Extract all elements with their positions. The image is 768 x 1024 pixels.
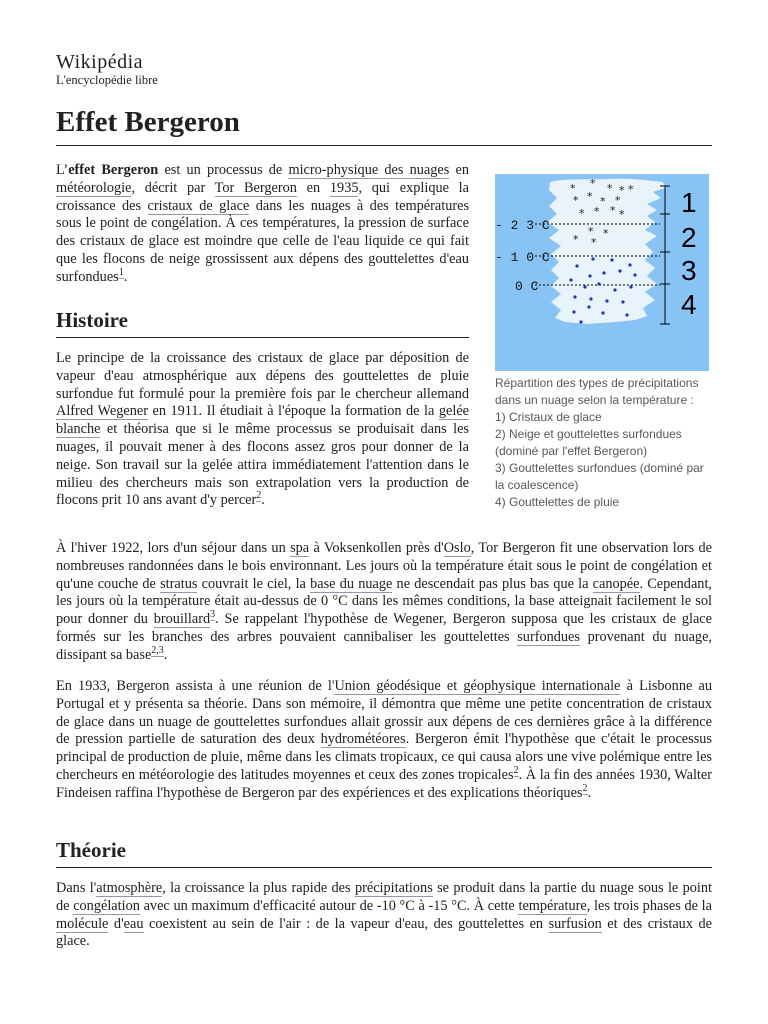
ice-crystal-mark: *: [594, 205, 600, 218]
zone-label-4: 4: [681, 289, 697, 320]
reference-link[interactable]: 1: [118, 266, 124, 278]
ice-crystal-mark: *: [588, 225, 594, 238]
page-title: Effet Bergeron: [56, 104, 712, 146]
wikipedia-logo[interactable]: [56, 51, 158, 88]
wiki-link[interactable]: canopée: [592, 575, 640, 592]
text-run: . Se rappelant l'hypothèse de Wegener, Bergeron supposa que les cristaux de glace formés sur les branches des arbres pouvaient cannibaliser les gouttelettes: [56, 611, 712, 645]
ice-crystal-mark: *: [590, 177, 596, 190]
text-run: en 1911. Il étudiait à l'époque la formation de la: [148, 403, 439, 420]
reference-link[interactable]: 2: [582, 782, 588, 794]
wiki-link[interactable]: congélation: [73, 897, 140, 914]
text-run: d': [108, 915, 124, 932]
ice-crystal-mark: *: [603, 227, 609, 240]
reference-link[interactable]: 2,3: [151, 644, 164, 656]
temp-label-minus-10: - 1 0 C: [495, 250, 550, 265]
ice-crystal-mark: *: [619, 208, 625, 221]
figure-caption: [495, 375, 710, 511]
wiki-link[interactable]: micro-physique des nuages: [288, 162, 450, 178]
wikipedia-wordmark: Wikipédia: [56, 51, 143, 73]
histoire-paragraph-2: [56, 540, 712, 665]
wiki-link[interactable]: Tor Bergeron: [214, 179, 297, 196]
text-run: à Lisbonne au Portugal et y présenta sa théorie. Dans son mémoire, il démontra que même une petite concentration de cristaux de glace dans un nuage de gouttelettes surfondues allait grossir aux dépens de ces dernières grâce à la différence de pression partielle de saturation des deux: [56, 678, 712, 748]
droplet-mark: [597, 282, 600, 285]
text-run: est un processus de: [158, 162, 289, 178]
droplet-mark: [588, 274, 591, 277]
wiki-link[interactable]: cristaux de glace: [147, 197, 250, 214]
wiki-link[interactable]: stratus: [160, 575, 198, 592]
text-run: En 1933, Bergeron assista à une réunion de l': [56, 678, 335, 694]
wiki-link[interactable]: Alfred Wegener: [56, 403, 148, 420]
text-run: .: [587, 784, 592, 801]
text-run: L’: [56, 162, 69, 178]
droplet-mark: [579, 320, 582, 323]
zone-label-3: 3: [681, 255, 697, 286]
cloud-precipitation-diagram[interactable]: [495, 174, 709, 371]
text-run: , Tor Bergeron fit une observation lors de nombreuses randonnées dans le bois environnant. Les jours où la température était sous le point de congélation et qu'une couche de: [56, 540, 713, 592]
wiki-link[interactable]: précipitations: [354, 880, 433, 896]
reference-link[interactable]: 2: [513, 764, 519, 776]
caption-line: 4) Gouttelettes de pluie: [495, 495, 620, 509]
ice-crystal-mark: *: [579, 207, 585, 220]
wiki-link[interactable]: météorologie: [56, 179, 132, 196]
text-run: Le principe de la croissance des cristaux de glace par déposition de vapeur d'eau atmosphérique aux dépens des gouttelettes de pluie surfondue fut formulé pour la première fois par le chercheur allemand: [56, 350, 469, 402]
text-run: .: [123, 268, 128, 285]
zone-label-2: 2: [681, 222, 697, 253]
droplet-mark: [613, 288, 616, 291]
ice-crystal-mark: *: [607, 182, 613, 195]
text-run: dans les nuages à des températures sous le point de congélation. À ces températures, la pression de surface des cristaux de glace est moindre que celle de l'eau liquide ce qui fait que les flocons de neige grossissent aux dépens des gouttelettes d'eau surfondues: [56, 197, 470, 285]
text-run: , la croissance la plus rapide des: [162, 880, 355, 896]
precipitation-figure: [495, 174, 710, 511]
wiki-link[interactable]: surfusion: [548, 915, 602, 932]
text-run: couvrait le ciel, la: [197, 575, 311, 592]
text-run: en: [449, 162, 469, 178]
wiki-link[interactable]: température: [518, 897, 587, 914]
wiki-link[interactable]: Oslo: [443, 540, 471, 556]
wiki-link[interactable]: 1935: [329, 179, 359, 196]
droplet-mark: [629, 285, 632, 288]
ice-crystal-mark: *: [570, 182, 576, 195]
text-run: et des cristaux de glace.: [56, 915, 712, 950]
temp-label-minus-23: - 2 3 C: [495, 218, 550, 233]
wiki-link[interactable]: eau: [123, 915, 144, 932]
text-run: , décrit par: [131, 179, 215, 196]
ice-crystal-mark: *: [610, 204, 616, 217]
wiki-link[interactable]: brouillard: [153, 611, 211, 628]
wiki-link[interactable]: spa: [290, 540, 310, 556]
droplet-mark: [569, 278, 572, 281]
droplet-mark: [602, 271, 605, 274]
text-run: . Cependant, les jours où la température était au-dessus de 0 °C dans les mêmes conditions, la base atteignait facilement le sol pour donner du: [56, 575, 712, 628]
caption-line: 3) Gouttelettes surfondues (dominé par la coalescence): [495, 461, 704, 492]
droplet-mark: [621, 300, 624, 303]
droplet-mark: [605, 299, 608, 302]
text-run: et théorisa que si le même processus se produisait dans les nuages, il pouvait mener à des flocons assez gros pour donner de la neige. Son travail sur la gelée attira immédiatement l'attention dans le milieu des chercheurs mais son extrapolation vers la production de flocons prit 10 ans avant d'y percer: [56, 421, 469, 509]
ice-crystal-mark: *: [628, 183, 634, 196]
text-run: . Bergeron émit l'hypothèse que c'était le processus principal de production de pluie, même dans les climats tropicaux, ce qui causa alors une vive polémique entre les chercheurs en météorologie des latitudes moyennes et ceux des zones tropicales: [56, 731, 712, 783]
wiki-link[interactable]: surfondues: [517, 628, 580, 645]
droplet-mark: [573, 295, 576, 298]
ice-crystal-mark: *: [615, 194, 621, 207]
text-run: coexistent au sein de l'air : de la vapeur d'eau, des gouttelettes en: [143, 915, 549, 932]
text-run: , qui explique la croissance des: [56, 179, 469, 214]
ice-crystal-mark: *: [587, 190, 593, 203]
text-run: provenant du nuage, dissipant sa base: [56, 628, 713, 663]
ice-crystal-mark: *: [600, 195, 606, 208]
caption-line: 2) Neige et gouttelettes surfondues (dominé par l'effet Bergeron): [495, 427, 682, 458]
wiki-link[interactable]: atmosphère: [96, 880, 163, 896]
text-run: .: [261, 492, 265, 509]
reference-link[interactable]: 2: [256, 490, 262, 502]
zone-label-1: 1: [681, 187, 697, 218]
text-run: . À la fin des années 1930, Walter Findeisen raffina l'hypothèse de Bergeron par des expériences et des explications théoriques: [56, 766, 712, 801]
reference-link[interactable]: 3: [210, 609, 216, 621]
droplet-mark: [625, 313, 628, 316]
ice-crystal-mark: *: [573, 194, 579, 207]
histoire-paragraph-3: [56, 678, 712, 803]
temp-label-zero: 0 C: [515, 279, 539, 294]
text-run: se produit dans la partie du nuage sous le point de: [56, 880, 712, 914]
text-run: à Voksenkollen près d': [309, 540, 444, 556]
text-run: , les trois phases de la: [586, 897, 712, 914]
droplet-mark: [575, 264, 578, 267]
histoire-paragraph-1: [56, 350, 469, 510]
text-run: À l'hiver 1922, lors d'un séjour dans un: [56, 540, 291, 556]
bold-term: effet Bergeron: [68, 162, 159, 178]
text-run: .: [163, 646, 168, 663]
ice-crystal-mark: *: [619, 184, 625, 197]
droplet-mark: [628, 263, 631, 266]
text-run: ne descendait pas plus bas que la: [392, 575, 593, 592]
caption-line: Répartition des types de précipitations dans un nuage selon la température :: [495, 376, 699, 407]
droplet-mark: [572, 310, 575, 313]
intro-paragraph: [56, 162, 469, 287]
droplet-mark: [591, 257, 594, 260]
wiki-link[interactable]: molécule: [56, 915, 109, 932]
droplet-mark: [618, 269, 621, 272]
section-heading-theorie: Théorie: [56, 837, 712, 868]
wiki-link[interactable]: base du nuage: [310, 575, 393, 592]
text-run: en: [296, 179, 330, 196]
droplet-mark: [610, 258, 613, 261]
text-run: Dans l': [56, 880, 97, 896]
text-run: avec un maximum d'efficacité autour de -10 °C à -15 °C. À cette: [139, 897, 519, 914]
droplet-mark: [587, 305, 590, 308]
theorie-paragraph-1: [56, 880, 712, 951]
droplet-mark: [633, 273, 636, 276]
caption-line: 1) Cristaux de glace: [495, 410, 602, 424]
wiki-link[interactable]: gelée blanche: [56, 403, 469, 438]
droplet-mark: [583, 285, 586, 288]
droplet-mark: [589, 297, 592, 300]
wiki-link[interactable]: Union géodésique et géophysique internationale: [334, 678, 621, 694]
wiki-link[interactable]: hydrométéores: [320, 731, 406, 748]
wikipedia-tagline: L'encyclopédie libre: [56, 73, 158, 87]
ice-crystal-mark: *: [573, 233, 579, 246]
droplet-mark: [601, 311, 604, 314]
section-heading-histoire: Histoire: [56, 307, 469, 338]
ice-crystal-mark: *: [591, 236, 597, 249]
